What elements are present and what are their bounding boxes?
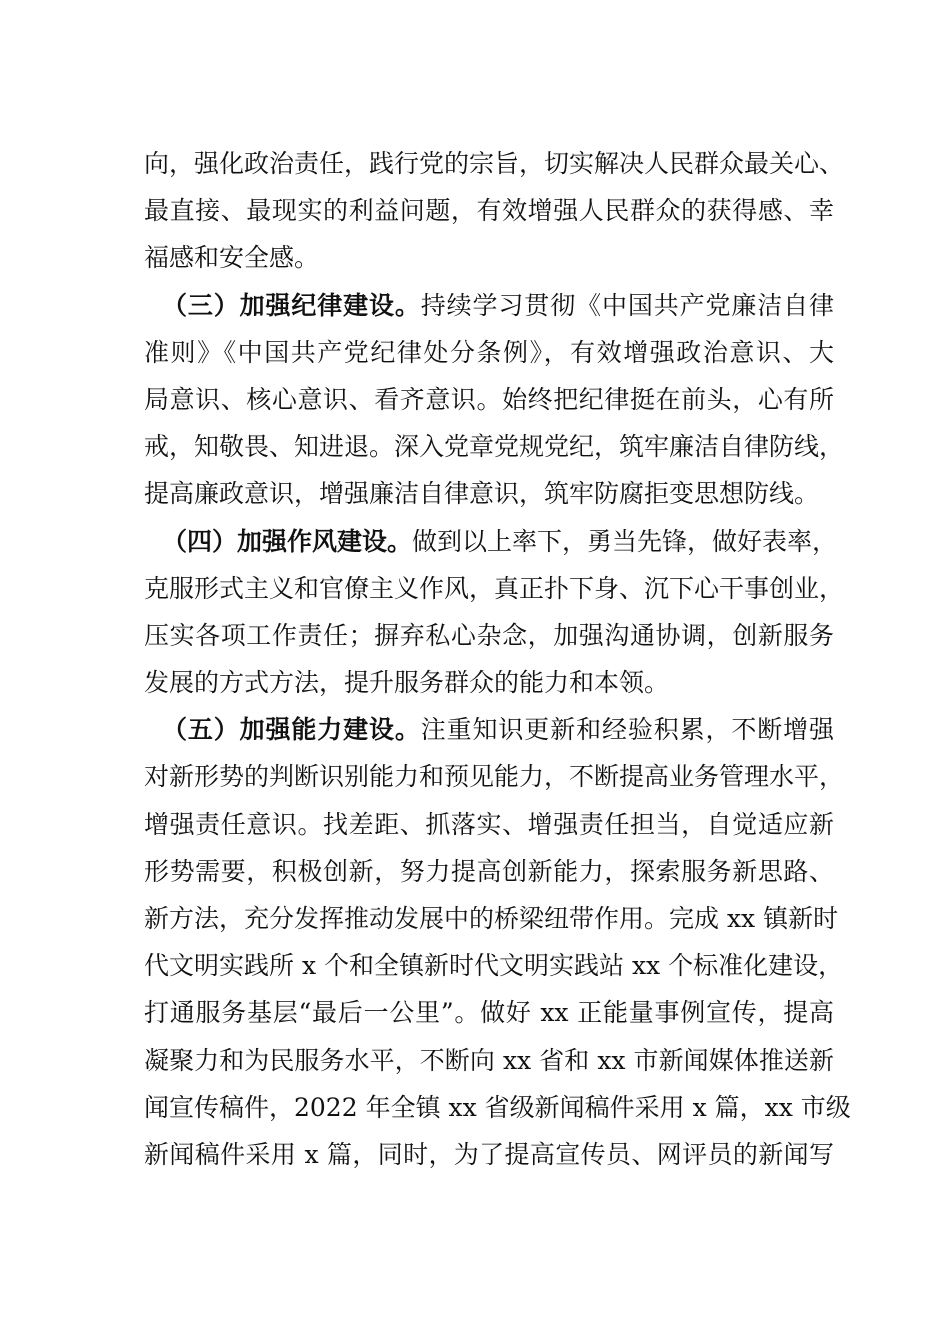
text-line: 准则》《中国共产党纪律处分条例》，有效增强政治意识、大 bbox=[144, 337, 834, 367]
text-line: 对新形势的判断识别能力和预见能力，不断提高业务管理水平， bbox=[144, 762, 845, 792]
text-line bbox=[144, 706, 834, 753]
text-line: 新闻稿件采用 x 篇，同时，为了提高宣传员、网评员的新闻写 bbox=[144, 1139, 834, 1169]
text-line: 新方法，充分发挥推动发展中的桥梁纽带作用。完成 xx 镇新时 bbox=[144, 904, 839, 933]
text-line: 发展的方式方法，提升服务群众的能力和本领。 bbox=[144, 668, 670, 698]
section-heading-3: （三）加强纪律建设。 bbox=[162, 290, 421, 320]
text-span: 注重知识更新和经验积累，不断增强 bbox=[420, 715, 834, 745]
text-line: 福感和安全感。 bbox=[144, 243, 320, 273]
text-line: 形势需要，积极创新，努力提高创新能力，探索服务新思路、 bbox=[144, 856, 834, 886]
text-line: 戒，知敬畏、知进退。深入党章党规党纪，筑牢廉洁自律防线， bbox=[144, 432, 845, 462]
text-line bbox=[144, 282, 834, 329]
text-line: 压实各项工作责任；摒弃私心杂念，加强沟通协调，创新服务 bbox=[144, 620, 834, 650]
document-body bbox=[144, 140, 851, 1178]
text-span: 做到以上率下，勇当先锋，做好表率， bbox=[412, 526, 838, 556]
text-line: 代文明实践所 x 个和全镇新时代文明实践站 xx 个标准化建设， bbox=[144, 951, 844, 981]
text-line: 局意识、核心意识、看齐意识。始终把纪律挺在前头，心有所 bbox=[144, 384, 834, 414]
text-line: 最直接、最现实的利益问题，有效增强人民群众的获得感、幸 bbox=[144, 196, 834, 226]
text-line: 闻宣传稿件，2022 年全镇 xx 省级新闻稿件采用 x 篇，xx 市级 bbox=[144, 1092, 851, 1122]
text-span: 持续学习贯彻《中国共产党廉洁自律 bbox=[420, 290, 834, 320]
section-heading-5: （五）加强能力建设。 bbox=[162, 715, 421, 745]
text-line: 提高廉政意识，增强廉洁自律意识，筑牢防腐拒变思想防线。 bbox=[144, 479, 820, 509]
section-heading-4: （四）加强作风建设。 bbox=[162, 526, 413, 556]
text-line: 打通服务基层“最后一公里”。做好 xx 正能量事例宣传，提高 bbox=[144, 998, 834, 1028]
text-line bbox=[144, 518, 838, 565]
text-line: 克服形式主义和官僚主义作风，真正扑下身、沉下心干事创业， bbox=[144, 573, 845, 603]
text-line: 增强责任意识。找差距、抓落实、增强责任担当，自觉适应新 bbox=[144, 809, 834, 839]
text-line: 凝聚力和为民服务水平，不断向 xx 省和 xx 市新闻媒体推送新 bbox=[144, 1045, 834, 1075]
text-line: 向，强化政治责任，践行党的宗旨，切实解决人民群众最关心、 bbox=[144, 149, 845, 178]
